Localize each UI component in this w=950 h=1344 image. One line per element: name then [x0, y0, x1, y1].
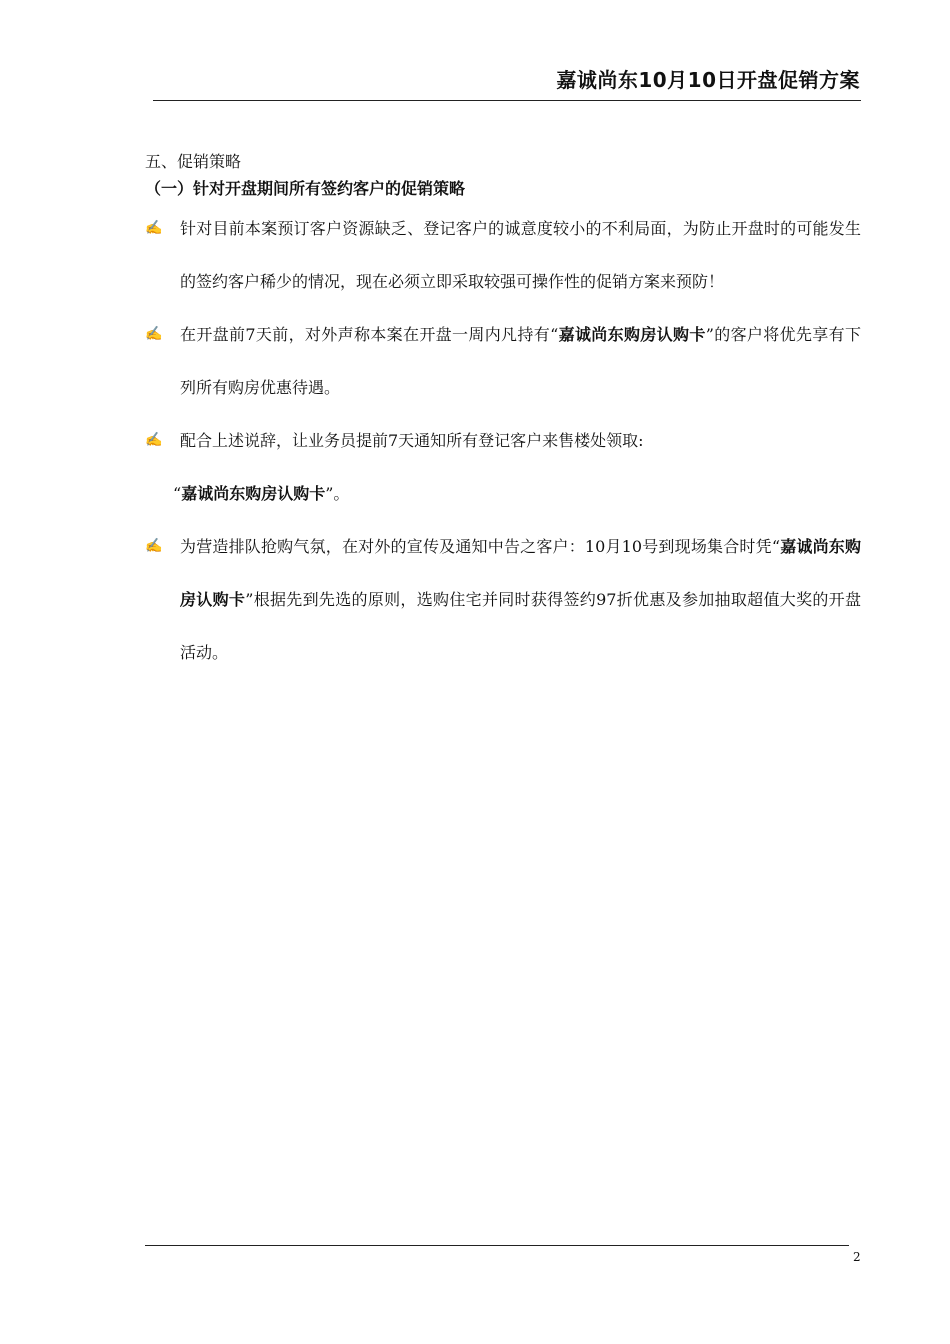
section-title: 五、促销策略	[145, 152, 242, 171]
writing-hand-icon: ✍	[145, 538, 163, 554]
writing-hand-icon: ✍	[145, 326, 163, 342]
quote-close: ”。	[325, 484, 350, 503]
bullet-item	[145, 414, 861, 467]
subsection-title: （一）针对开盘期间所有签约客户的促销策略	[145, 179, 466, 198]
document-header-title: 嘉诚尚东10月10日开盘促销方案	[556, 68, 860, 92]
bullet-item	[145, 520, 861, 679]
bullet-text-pre: 为营造排队抢购气氛，在对外的宣传及通知中告之客户：10月10号到现场集合时凭“	[180, 537, 780, 556]
bullet-text: 针对目前本案预订客户资源缺乏、登记客户的诚意度较小的不利局面，为防止开盘时的可能发生的签约客户稀少的情况，现在必须立即采取较强可操作性的促销方案来预防！	[180, 219, 861, 291]
card-name: 嘉诚尚东购房认购卡	[558, 325, 706, 344]
page-number: 2	[853, 1250, 861, 1264]
writing-hand-icon: ✍	[145, 432, 163, 448]
bullet-text: 配合上述说辞，让业务员提前7天通知所有登记客户来售楼处领取:	[180, 431, 644, 450]
bullet-item	[145, 308, 861, 414]
bullet-text-post: ”的客户将优先享有下列所有购房优惠待遇。	[180, 325, 861, 397]
bullet-item	[145, 202, 861, 308]
writing-hand-icon: ✍	[145, 220, 163, 236]
document-body	[145, 148, 861, 679]
bullet-text-pre: 在开盘前7天前，对外声称本案在开盘一周内凡持有“	[180, 325, 559, 344]
bullet-text-post: ”根据先到先选的原则，选购住宅并同时获得签约97折优惠及参加抽取超值大奖的开盘活动。	[180, 590, 861, 662]
card-line	[145, 467, 861, 520]
header-divider	[153, 100, 861, 101]
card-name: 嘉诚尚东购房认购卡	[181, 484, 326, 503]
card-name: 嘉诚尚东购房认购卡	[180, 537, 861, 609]
footer-divider	[145, 1245, 849, 1246]
quote-open: “	[173, 484, 182, 503]
